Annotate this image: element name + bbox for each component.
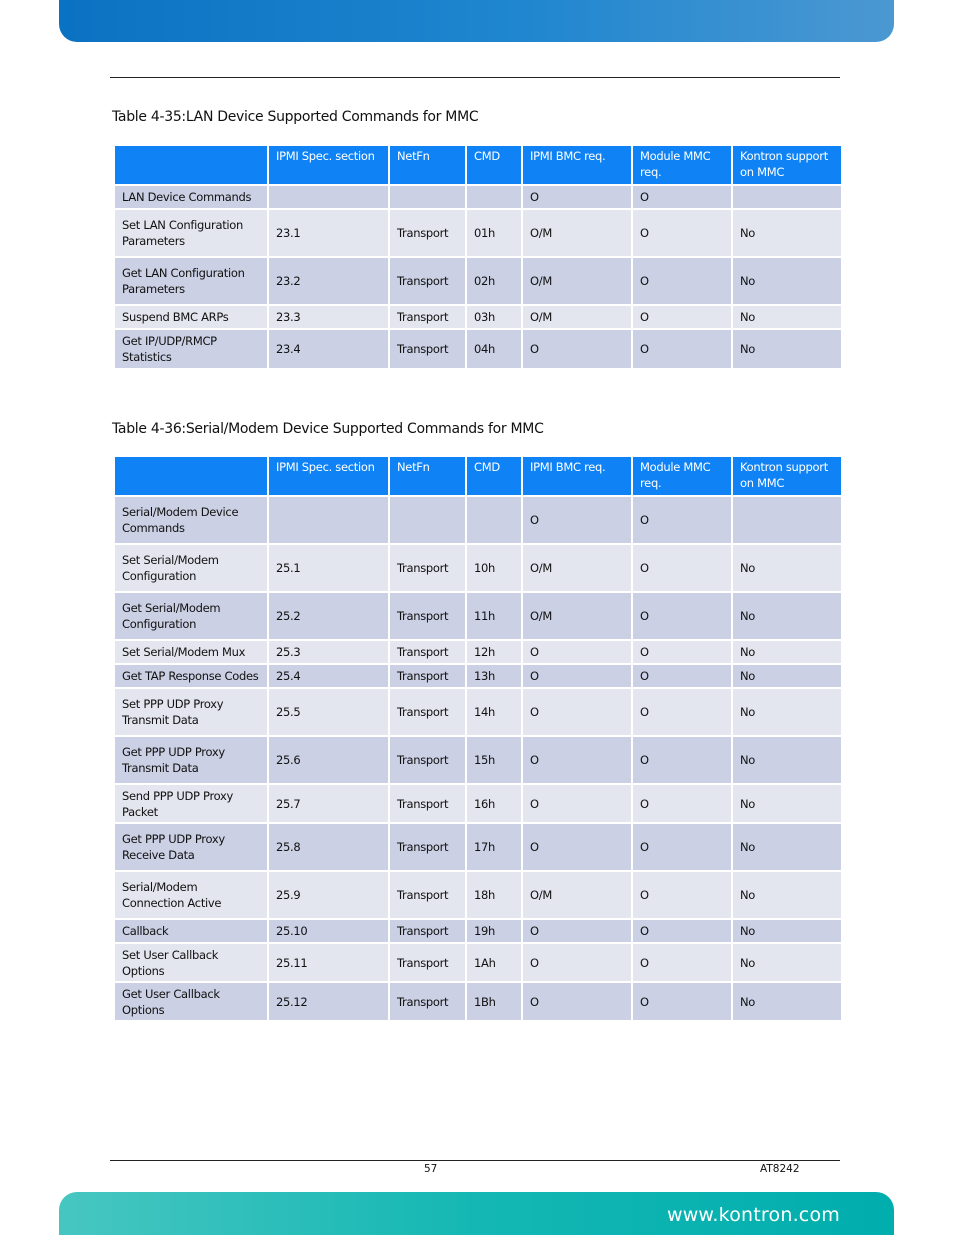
cell-kontron-support: No [733,258,841,304]
cell-ipmi-spec-section: 23.2 [269,258,388,304]
cell-command-name: Send PPP UDP Proxy Packet [115,785,267,822]
cell-ipmi-spec-section: 23.1 [269,210,388,256]
cell-netfn: Transport [390,665,465,687]
serial-modem-commands-table [113,455,843,1022]
cell-command-name: Serial/Modem Device Commands [115,497,267,543]
cell-ipmi-spec-section: 25.4 [269,665,388,687]
cell-cmd: 03h [467,306,521,328]
cell-netfn: Transport [390,944,465,981]
cell-netfn [390,186,465,208]
table-row [115,872,841,918]
cell-module-mmc-req: O [633,737,731,783]
cell-cmd: 12h [467,641,521,663]
cell-command-name: Get LAN Configuration Parameters [115,258,267,304]
cell-cmd: 17h [467,824,521,870]
cell-ipmi-bmc-req: O/M [523,872,631,918]
cell-ipmi-bmc-req: O [523,186,631,208]
cell-ipmi-bmc-req: O [523,665,631,687]
cell-cmd [467,186,521,208]
header-netfn: NetFn [390,146,465,184]
cell-ipmi-spec-section: 25.10 [269,920,388,942]
cell-ipmi-bmc-req: O/M [523,593,631,639]
cell-kontron-support: No [733,306,841,328]
cell-ipmi-bmc-req: O [523,330,631,368]
cell-ipmi-bmc-req: O/M [523,306,631,328]
cell-cmd: 10h [467,545,521,591]
cell-netfn: Transport [390,306,465,328]
footer-rule [110,1160,840,1161]
cell-ipmi-bmc-req: O [523,824,631,870]
table-row [115,593,841,639]
cell-command-name: Set PPP UDP Proxy Transmit Data [115,689,267,735]
cell-netfn: Transport [390,258,465,304]
cell-kontron-support: No [733,785,841,822]
table-row [115,641,841,663]
table-row [115,258,841,304]
cell-cmd: 04h [467,330,521,368]
lan-commands-body [115,186,841,368]
table-row [115,210,841,256]
cell-netfn: Transport [390,785,465,822]
page-number: 57 [424,1163,438,1175]
document-id: AT8242 [760,1163,800,1175]
cell-kontron-support: No [733,641,841,663]
table-row [115,306,841,328]
cell-cmd: 13h [467,665,521,687]
cell-module-mmc-req: O [633,872,731,918]
cell-ipmi-bmc-req: O/M [523,210,631,256]
cell-cmd [467,497,521,543]
cell-module-mmc-req: O [633,824,731,870]
cell-cmd: 15h [467,737,521,783]
cell-ipmi-spec-section: 25.5 [269,689,388,735]
cell-module-mmc-req: O [633,983,731,1020]
cell-netfn: Transport [390,737,465,783]
cell-command-name: Get TAP Response Codes [115,665,267,687]
cell-ipmi-spec-section: 23.4 [269,330,388,368]
table1-caption: Table 4-35:LAN Device Supported Commands for MMC [112,109,479,125]
cell-ipmi-spec-section: 25.9 [269,872,388,918]
website-link[interactable]: www.kontron.com [666,1204,840,1226]
header-rule [110,77,840,78]
cell-cmd: 18h [467,872,521,918]
cell-netfn: Transport [390,983,465,1020]
cell-netfn [390,497,465,543]
header-ipmi-spec-section: IPMI Spec. section [269,457,388,495]
cell-cmd: 19h [467,920,521,942]
cell-netfn: Transport [390,210,465,256]
cell-kontron-support: No [733,737,841,783]
cell-ipmi-spec-section: 25.1 [269,545,388,591]
cell-kontron-support: No [733,983,841,1020]
cell-module-mmc-req: O [633,306,731,328]
cell-netfn: Transport [390,593,465,639]
cell-command-name: Set Serial/Modem Configuration [115,545,267,591]
table-row [115,330,841,368]
cell-ipmi-bmc-req: O/M [523,258,631,304]
cell-kontron-support [733,497,841,543]
cell-ipmi-bmc-req: O [523,497,631,543]
cell-ipmi-spec-section: 25.11 [269,944,388,981]
cell-command-name: Get IP/UDP/RMCP Statistics [115,330,267,368]
cell-netfn: Transport [390,641,465,663]
cell-ipmi-spec-section: 25.6 [269,737,388,783]
header-cmd: CMD [467,457,521,495]
lan-commands-table [113,144,843,370]
cell-kontron-support: No [733,944,841,981]
header-banner [59,0,894,42]
cell-kontron-support: No [733,920,841,942]
header-module-mmc-req: Module MMC req. [633,146,731,184]
cell-command-name: Set User Callback Options [115,944,267,981]
cell-ipmi-spec-section: 25.2 [269,593,388,639]
serial-modem-commands-body [115,497,841,1020]
table-row [115,665,841,687]
header-ipmi-bmc-req: IPMI BMC req. [523,457,631,495]
cell-netfn: Transport [390,545,465,591]
cell-cmd: 11h [467,593,521,639]
cell-kontron-support: No [733,824,841,870]
cell-module-mmc-req: O [633,545,731,591]
header-kontron-support: Kontron support on MMC [733,457,841,495]
cell-module-mmc-req: O [633,920,731,942]
cell-cmd: 02h [467,258,521,304]
cell-module-mmc-req: O [633,330,731,368]
table-row [115,186,841,208]
cell-command-name: Set LAN Configuration Parameters [115,210,267,256]
cell-netfn: Transport [390,872,465,918]
cell-ipmi-bmc-req: O [523,737,631,783]
cell-command-name: Callback [115,920,267,942]
table-header-row [115,146,841,184]
cell-module-mmc-req: O [633,641,731,663]
table2-caption: Table 4-36:Serial/Modem Device Supported Commands for MMC [112,421,544,437]
cell-ipmi-bmc-req: O [523,689,631,735]
cell-kontron-support: No [733,872,841,918]
cell-command-name: Suspend BMC ARPs [115,306,267,328]
cell-command-name: Serial/Modem Connection Active [115,872,267,918]
cell-kontron-support: No [733,665,841,687]
cell-netfn: Transport [390,824,465,870]
cell-netfn: Transport [390,330,465,368]
cell-module-mmc-req: O [633,210,731,256]
header-netfn: NetFn [390,457,465,495]
cell-module-mmc-req: O [633,258,731,304]
table-row [115,545,841,591]
header-cmd: CMD [467,146,521,184]
cell-command-name: Get PPP UDP Proxy Transmit Data [115,737,267,783]
cell-ipmi-bmc-req: O [523,641,631,663]
header-module-mmc-req: Module MMC req. [633,457,731,495]
cell-module-mmc-req: O [633,593,731,639]
cell-kontron-support [733,186,841,208]
table-row [115,983,841,1020]
cell-ipmi-spec-section: 23.3 [269,306,388,328]
table-row [115,737,841,783]
cell-ipmi-spec-section: 25.3 [269,641,388,663]
header-ipmi-bmc-req: IPMI BMC req. [523,146,631,184]
table-row [115,920,841,942]
table-header-row [115,457,841,495]
cell-netfn: Transport [390,920,465,942]
cell-ipmi-bmc-req: O [523,944,631,981]
cell-netfn: Transport [390,689,465,735]
cell-ipmi-bmc-req: O [523,920,631,942]
cell-module-mmc-req: O [633,497,731,543]
cell-module-mmc-req: O [633,944,731,981]
cell-ipmi-spec-section: 25.7 [269,785,388,822]
cell-ipmi-bmc-req: O [523,983,631,1020]
cell-module-mmc-req: O [633,186,731,208]
cell-cmd: 16h [467,785,521,822]
cell-ipmi-bmc-req: O [523,785,631,822]
header-command [115,457,267,495]
cell-module-mmc-req: O [633,785,731,822]
cell-ipmi-spec-section: 25.8 [269,824,388,870]
cell-ipmi-bmc-req: O/M [523,545,631,591]
table-row [115,944,841,981]
cell-kontron-support: No [733,210,841,256]
cell-command-name: Get User Callback Options [115,983,267,1020]
cell-cmd: 14h [467,689,521,735]
cell-kontron-support: No [733,593,841,639]
header-ipmi-spec-section: IPMI Spec. section [269,146,388,184]
cell-kontron-support: No [733,330,841,368]
footer-banner [59,1192,894,1235]
cell-ipmi-spec-section [269,186,388,208]
cell-command-name: LAN Device Commands [115,186,267,208]
cell-ipmi-spec-section [269,497,388,543]
cell-cmd: 1Bh [467,983,521,1020]
cell-cmd: 1Ah [467,944,521,981]
table-row [115,824,841,870]
header-command [115,146,267,184]
cell-command-name: Get Serial/Modem Configuration [115,593,267,639]
cell-command-name: Set Serial/Modem Mux [115,641,267,663]
cell-module-mmc-req: O [633,689,731,735]
cell-module-mmc-req: O [633,665,731,687]
cell-command-name: Get PPP UDP Proxy Receive Data [115,824,267,870]
cell-cmd: 01h [467,210,521,256]
table-row [115,497,841,543]
table-row [115,785,841,822]
header-kontron-support: Kontron support on MMC [733,146,841,184]
cell-kontron-support: No [733,689,841,735]
cell-ipmi-spec-section: 25.12 [269,983,388,1020]
cell-kontron-support: No [733,545,841,591]
table-row [115,689,841,735]
